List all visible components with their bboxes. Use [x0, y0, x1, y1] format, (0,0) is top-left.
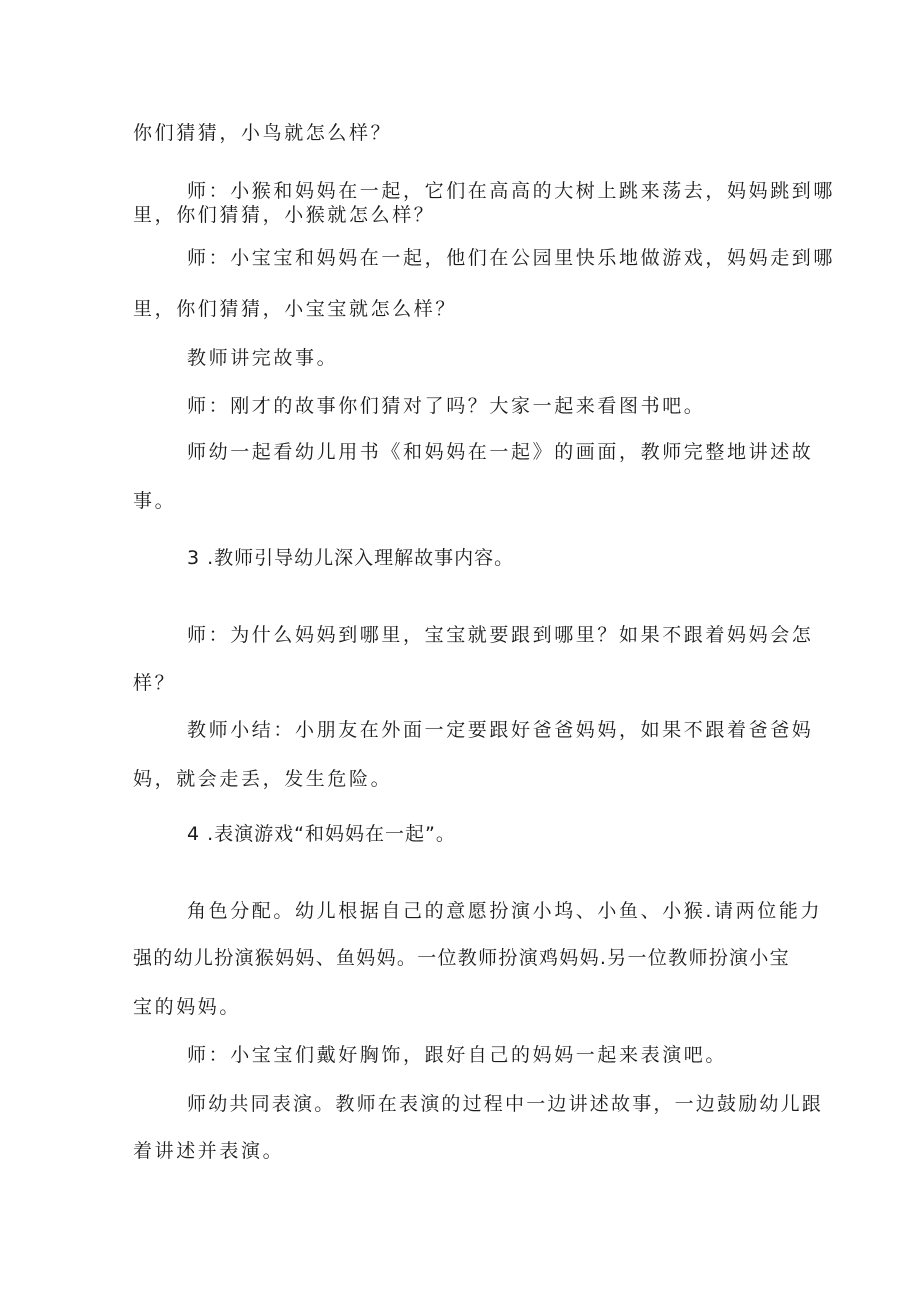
text-line: 事。: [133, 490, 177, 512]
section-heading: 3 .教师引导幼儿深入理解故事内容。: [187, 547, 515, 569]
text-line: 着讲述并表演。: [133, 1140, 285, 1162]
text-line: 教师讲完故事。: [187, 347, 339, 369]
section-heading: 4 .表演游戏“和妈妈在一起”。: [187, 823, 456, 845]
text-line: 师：为什么妈妈到哪里，宝宝就要跟到哪里？如果不跟着妈妈会怎: [187, 624, 814, 646]
text-line: 师幼共同表演。教师在表演的过程中一边讲述故事，一边鼓励幼儿跟: [187, 1093, 824, 1115]
text-line: 你们猜猜，小鸟就怎么样？: [133, 122, 393, 144]
text-line: 教师小结：小朋友在外面一定要跟好爸爸妈妈，如果不跟着爸爸妈: [187, 719, 814, 741]
text-line: 妈，就会走丢，发生危险。: [133, 768, 393, 790]
text-line: 样？: [133, 672, 177, 694]
text-line: 师：刚才的故事你们猜对了吗？大家一起来看图书吧。: [187, 395, 706, 417]
text-line: 里，你们猜猜，小宝宝就怎么样？: [133, 298, 458, 320]
text-line: 强的幼儿扮演猴妈妈、鱼妈妈。一位教师扮演鸡妈妈.另一位教师扮演小宝: [133, 947, 790, 969]
text-line: 师：小猴和妈妈在一起，它们在高高的大树上跳来荡去，妈妈跳到哪: [187, 180, 836, 202]
text-line: 里，你们猜猜，小猴就怎么样？: [133, 204, 436, 226]
text-line: 师幼一起看幼儿用书《和妈妈在一起》的画面，教师完整地讲述故: [187, 441, 814, 463]
text-line: 宝的妈妈。: [133, 996, 242, 1018]
text-line: 角色分配。幼儿根据自己的意愿扮演小坞、小鱼、小猴.请两位能力: [187, 900, 823, 922]
text-line: 师：小宝宝们戴好胸饰，跟好自己的妈妈一起来表演吧。: [187, 1044, 728, 1066]
text-line: 师：小宝宝和妈妈在一起，他们在公园里快乐地做游戏，妈妈走到哪: [187, 247, 836, 269]
